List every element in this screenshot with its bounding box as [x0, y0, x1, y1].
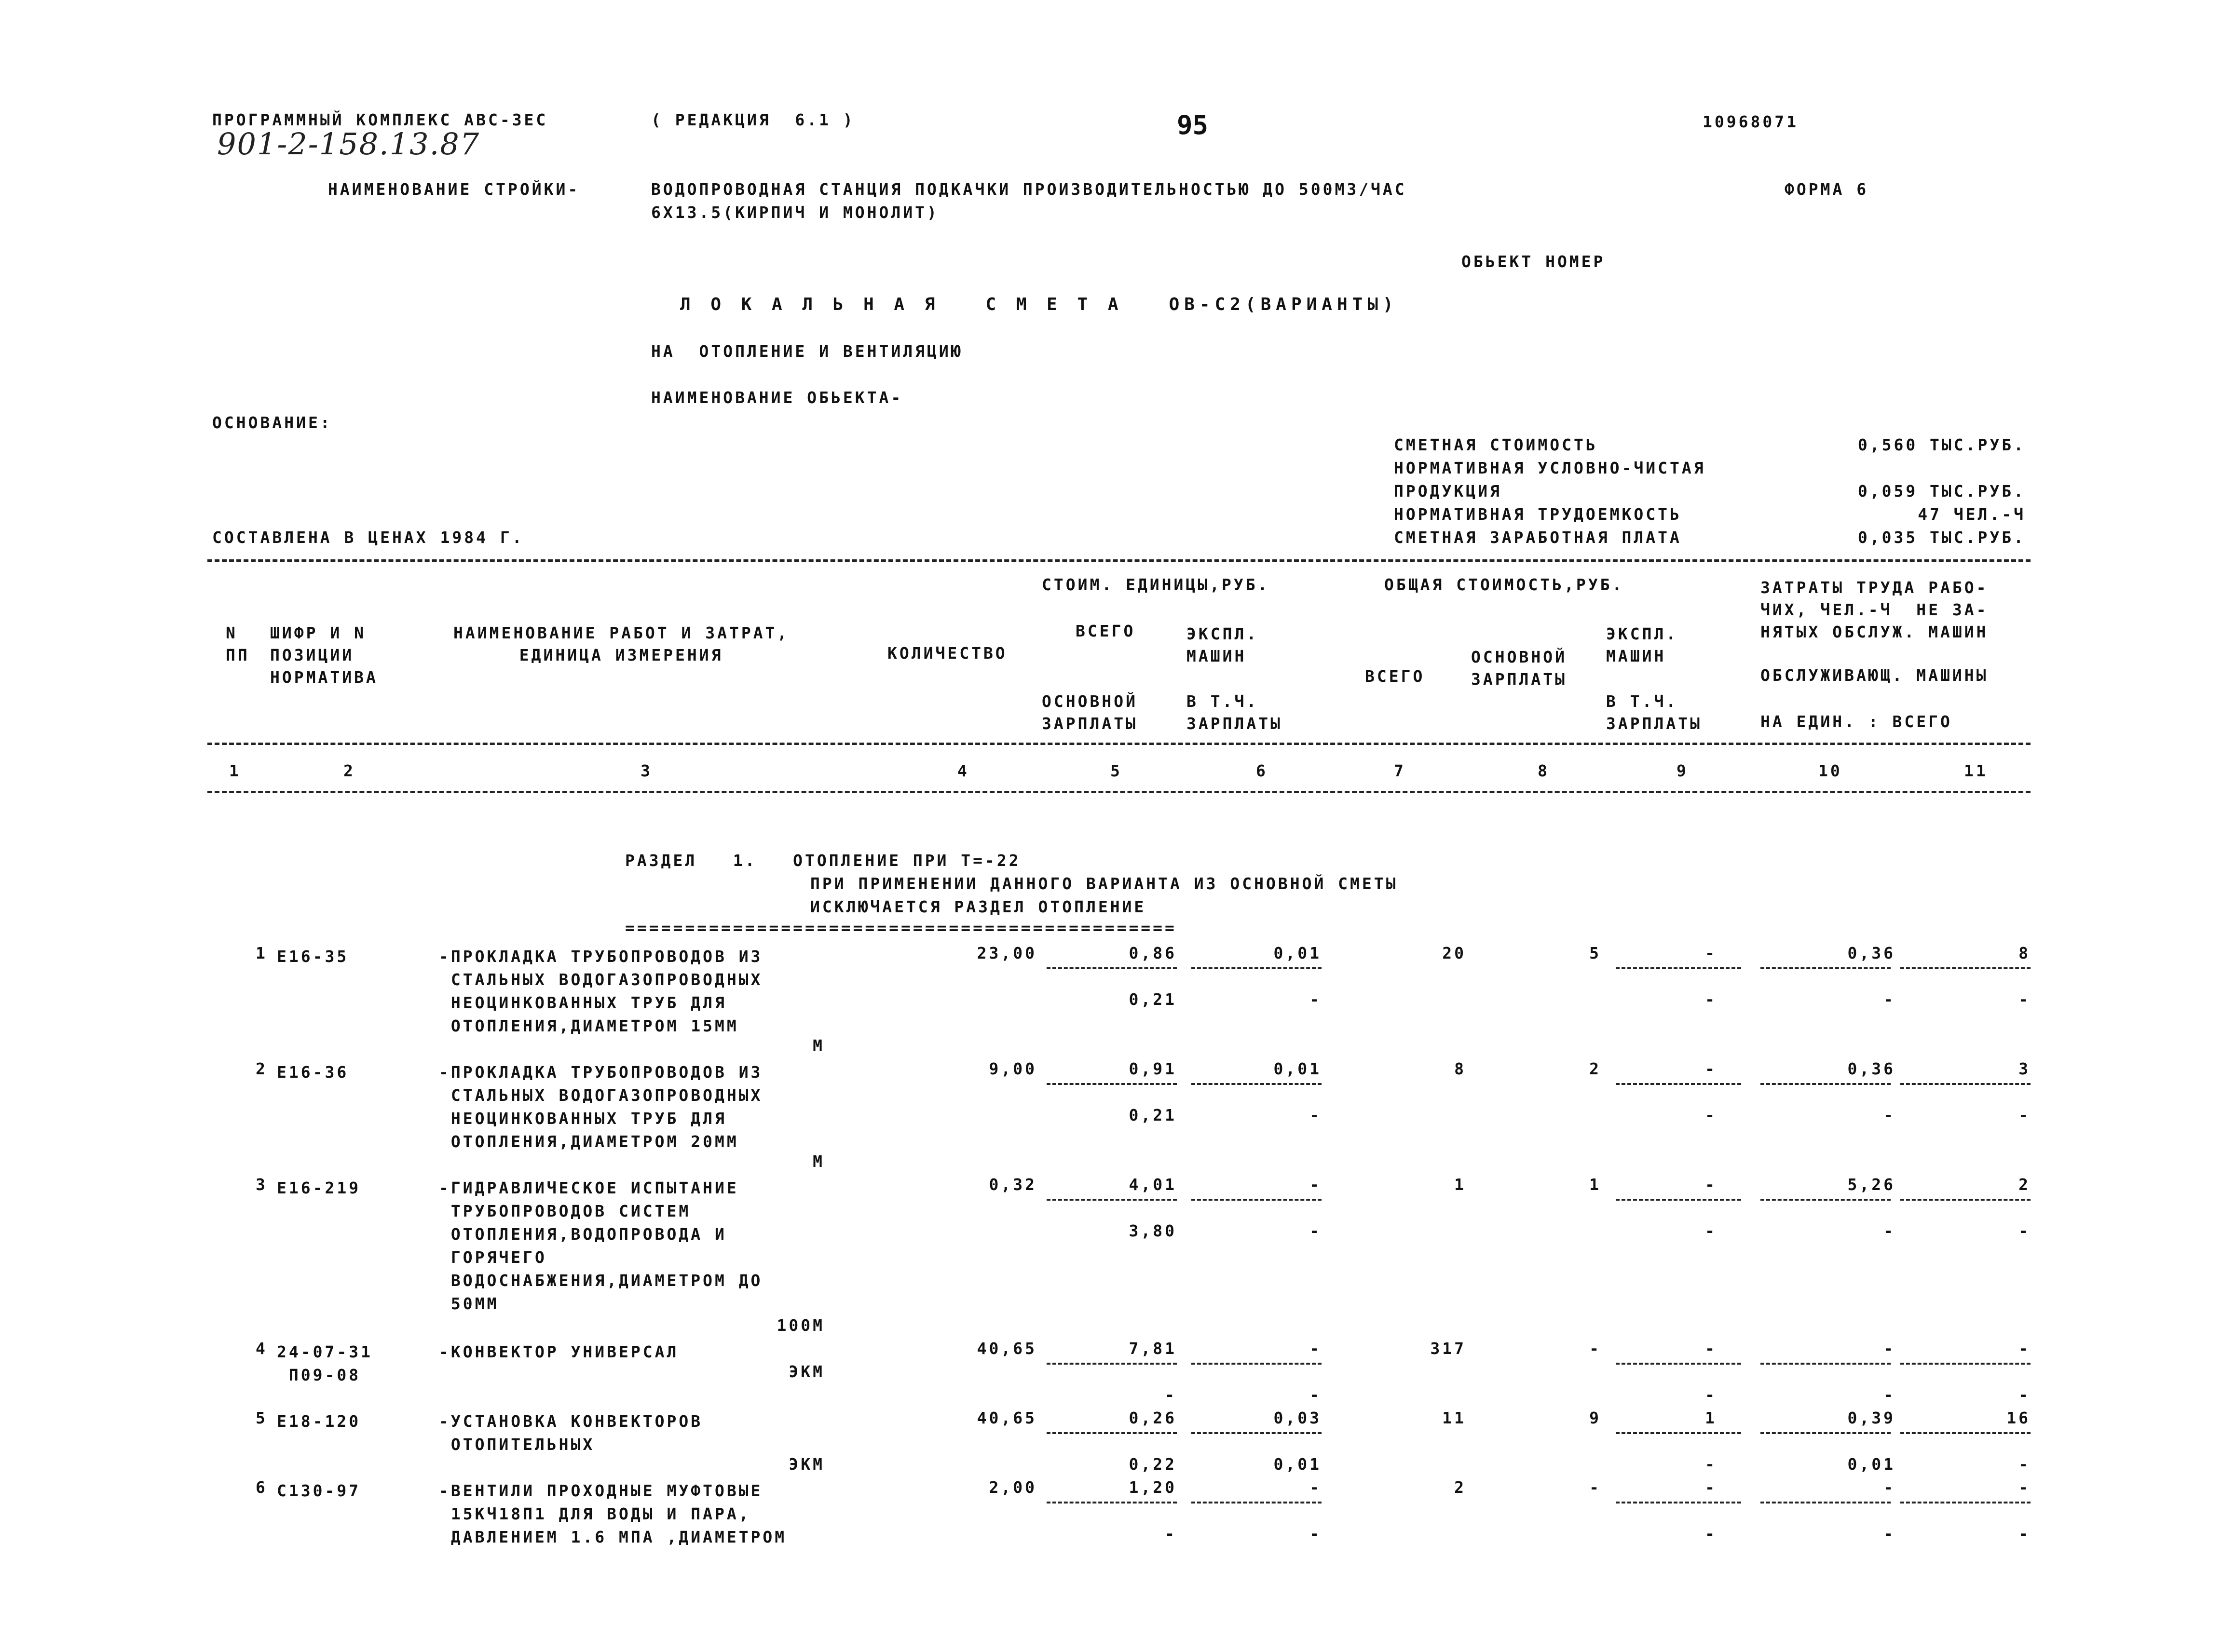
- row-labor-unit: 5,26: [1847, 1175, 1895, 1194]
- section-note: ПРИ ПРИМЕНЕНИИ ДАННОГО ВАРИАНТА ИЗ ОСНОВНОЙ СМЕТЫ: [810, 874, 1398, 893]
- row-total-mach: -: [1705, 1175, 1717, 1194]
- summary-value: 0,059 ТЫС.РУБ.: [1857, 482, 2026, 501]
- row-unit-total: 0,86: [1129, 944, 1177, 962]
- row-unit-mach-wage: -: [1309, 1385, 1322, 1404]
- sub-rule: [1760, 1083, 1891, 1085]
- sub-rule: [1616, 1083, 1741, 1085]
- header-unit-mach: ЭКСПЛ. МАШИН: [1186, 624, 1259, 665]
- header-labor: ЗАТРАТЫ ТРУДА РАБО- ЧИХ, ЧЕЛ.-Ч НЕ ЗА- НЯТЫХ ОБСЛУЖ. МАШИН: [1760, 578, 1989, 641]
- prices-basis: СОСТАВЛЕНА В ЦЕНАХ 1984 Г.: [212, 528, 524, 547]
- row-number: 4: [256, 1339, 268, 1358]
- sub-rule: [1047, 1199, 1177, 1201]
- row-total-mach: -: [1705, 1339, 1717, 1358]
- column-number: 10: [1818, 761, 1842, 780]
- section-title: РАЗДЕЛ 1. ОТОПЛЕНИЕ ПРИ Т=-22: [625, 851, 1021, 870]
- row-labor-mach-total: -: [2018, 1455, 2031, 1474]
- row-unit-total: 1,20: [1129, 1478, 1177, 1497]
- sub-rule: [1616, 1363, 1741, 1365]
- sub-rule: [1900, 1199, 2031, 1201]
- sub-rule: [1191, 1502, 1322, 1503]
- row-labor-unit: 0,36: [1847, 1059, 1895, 1078]
- row-labor-unit: -: [1883, 1478, 1895, 1497]
- row-labor-total: -: [2018, 1339, 2031, 1358]
- row-unit-mach-wage: 0,01: [1273, 1455, 1322, 1474]
- sub-rule: [1191, 967, 1322, 969]
- row-number: 2: [256, 1059, 268, 1078]
- row-total-all: 11: [1442, 1408, 1466, 1427]
- header-rule: [207, 743, 2031, 745]
- row-name: -УСТАНОВКА КОНВЕКТОРОВ ОТОПИТЕЛЬНЫХ: [439, 1412, 703, 1454]
- row-qty: 40,65: [977, 1408, 1037, 1427]
- row-unit-wage: -: [1165, 1385, 1177, 1404]
- column-number: 6: [1256, 761, 1268, 780]
- row-total-all: 8: [1454, 1059, 1466, 1078]
- sub-rule: [1616, 967, 1741, 969]
- row-total-wage: 2: [1589, 1059, 1601, 1078]
- row-unit-wage: 0,22: [1129, 1455, 1177, 1474]
- row-unit-mach: -: [1309, 1339, 1322, 1358]
- row-labor-total: 16: [2006, 1408, 2031, 1427]
- header-unit-cost: СТОИМ. ЕДИНИЦЫ,РУБ.: [1042, 575, 1270, 594]
- row-unit-mach-wage: -: [1309, 990, 1322, 1009]
- row-unit: ЭКМ: [789, 1455, 825, 1474]
- program-name: ПРОГРАММНЫЙ КОМПЛЕКС АВС-3ЕС: [212, 110, 548, 129]
- sub-rule: [1616, 1502, 1741, 1503]
- row-unit-mach: -: [1309, 1175, 1322, 1194]
- row-number: 6: [256, 1478, 268, 1497]
- row-labor-unit: 0,39: [1847, 1408, 1895, 1427]
- header-labor-mach: ОБСЛУЖИВАЮЩ. МАШИНЫ: [1760, 666, 1989, 685]
- row-qty: 2,00: [989, 1478, 1037, 1497]
- row-unit-mach-wage: -: [1309, 1221, 1322, 1240]
- header-total-wage: ОСНОВНОЙ ЗАРПЛАТЫ: [1471, 648, 1567, 689]
- row-labor-mach-unit: 0,01: [1847, 1455, 1895, 1474]
- row-unit-total: 0,26: [1129, 1408, 1177, 1427]
- row-name: -ПРОКЛАДКА ТРУБОПРОВОДОВ ИЗ СТАЛЬНЫХ ВОДОГАЗОПРОВОДНЫХ НЕОЦИНКОВАННЫХ ТРУБ ДЛЯ ОТОПЛЕНИЯ,ДИАМЕТРОМ 15ММ: [439, 947, 763, 1035]
- row-unit-mach-wage: -: [1309, 1524, 1322, 1543]
- line-name-label: НАИМЕНОВАНИЕ СТРОЙКИ-: [328, 180, 580, 199]
- row-total-mach-wage: -: [1705, 1455, 1717, 1474]
- column-number: 11: [1964, 761, 1988, 780]
- header-unit-total: ВСЕГО: [1076, 622, 1136, 640]
- row-labor-total: 2: [2018, 1175, 2031, 1194]
- row-number: 1: [256, 944, 268, 962]
- row-name: -ПРОКЛАДКА ТРУБОПРОВОДОВ ИЗ СТАЛЬНЫХ ВОДОГАЗОПРОВОДНЫХ НЕОЦИНКОВАННЫХ ТРУБ ДЛЯ ОТОПЛЕНИЯ,ДИАМЕТРОМ 20ММ: [439, 1063, 763, 1151]
- summary-label: СМЕТНАЯ СТОИМОСТЬ: [1394, 435, 1598, 454]
- header-total-all: ВСЕГО: [1365, 667, 1425, 686]
- row-total-mach: -: [1705, 1478, 1717, 1497]
- line-name-1: ВОДОПРОВОДНАЯ СТАНЦИЯ ПОДКАЧКИ ПРОИЗВОДИТЕЛЬНОСТЬЮ ДО 500М3/ЧАС: [651, 180, 1407, 199]
- row-total-all: 2: [1454, 1478, 1466, 1497]
- row-labor-total: 3: [2018, 1059, 2031, 1078]
- basis-label: ОСНОВАНИЕ:: [212, 413, 332, 432]
- sub-rule: [1760, 1502, 1891, 1503]
- summary-value: 0,035 ТЫС.РУБ.: [1857, 528, 2026, 547]
- row-unit: М: [813, 1152, 825, 1171]
- row-unit-mach: -: [1309, 1478, 1322, 1497]
- sub-rule: [1900, 967, 2031, 969]
- row-labor-mach-total: -: [2018, 990, 2031, 1009]
- row-total-mach: 1: [1705, 1408, 1717, 1427]
- page-number: 95: [1177, 110, 1209, 140]
- sub-rule: [1191, 1432, 1322, 1434]
- sub-rule: [1191, 1363, 1322, 1365]
- row-unit-mach: 0,01: [1273, 1059, 1322, 1078]
- handwritten-code: 901-2-158.13.87: [217, 126, 480, 162]
- sub-rule: [1616, 1199, 1741, 1201]
- column-number: 7: [1394, 761, 1406, 780]
- row-labor-mach-unit: -: [1883, 1221, 1895, 1240]
- sub-rule: [1760, 1363, 1891, 1365]
- column-number: 2: [343, 761, 355, 780]
- row-unit-mach: 0,03: [1273, 1408, 1322, 1427]
- row-total-wage: 5: [1589, 944, 1601, 962]
- line-name-2: 6Х13.5(КИРПИЧ И МОНОЛИТ): [651, 203, 939, 222]
- row-labor-unit: -: [1883, 1339, 1895, 1358]
- row-total-wage: -: [1589, 1478, 1601, 1497]
- summary-label: НОРМАТИВНАЯ ТРУДОЕМКОСТЬ: [1394, 505, 1682, 524]
- sub-rule: [1191, 1199, 1322, 1201]
- header-unit-wage: ОСНОВНОЙ ЗАРПЛАТЫ: [1042, 692, 1138, 733]
- page-title: Л О К А Л Ь Н А Я С М Е Т А ОВ-С2(ВАРИАНТЫ): [680, 295, 1398, 314]
- section-note: ИСКЛЮЧАЕТСЯ РАЗДЕЛ ОТОПЛЕНИЕ: [810, 897, 1146, 916]
- form-number: ФОРМА 6: [1785, 180, 1869, 199]
- sub-rule: [1616, 1432, 1741, 1434]
- header-unit-mach-wage: В Т.Ч. ЗАРПЛАТЫ: [1186, 692, 1282, 733]
- row-number: 5: [256, 1408, 268, 1427]
- row-labor-unit: 0,36: [1847, 944, 1895, 962]
- header-qty: КОЛИЧЕСТВО: [887, 644, 1008, 663]
- header-total-mach: ЭКСПЛ. МАШИН: [1606, 624, 1678, 665]
- summary-label: НОРМАТИВНАЯ УСЛОВНО-ЧИСТАЯ: [1394, 459, 1706, 477]
- row-code: 24-07-31 П09-08: [277, 1342, 373, 1384]
- section-underline: ==============================================: [625, 919, 1177, 937]
- sub-rule: [1900, 1363, 2031, 1365]
- row-code: Е16-36: [277, 1063, 349, 1082]
- row-code: Е16-219: [277, 1178, 361, 1197]
- summary-label: СМЕТНАЯ ЗАРАБОТНАЯ ПЛАТА: [1394, 528, 1682, 547]
- row-total-all: 1: [1454, 1175, 1466, 1194]
- header-total-mach-wage: В Т.Ч. ЗАРПЛАТЫ: [1606, 692, 1702, 733]
- summary-label: ПРОДУКЦИЯ: [1394, 482, 1502, 501]
- header-rule: [207, 791, 2031, 793]
- row-total-mach-wage: -: [1705, 990, 1717, 1009]
- row-qty: 9,00: [989, 1059, 1037, 1078]
- header-labor-unit: НА ЕДИН. : ВСЕГО: [1760, 712, 1952, 731]
- row-qty: 40,65: [977, 1339, 1037, 1358]
- row-qty: 23,00: [977, 944, 1037, 962]
- row-total-wage: 1: [1589, 1175, 1601, 1194]
- row-unit: 100М: [777, 1316, 825, 1335]
- row-labor-mach-unit: -: [1883, 1524, 1895, 1543]
- row-qty: 0,32: [989, 1175, 1037, 1194]
- row-number: 3: [256, 1175, 268, 1194]
- sub-rule: [1191, 1083, 1322, 1085]
- row-unit-total: 4,01: [1129, 1175, 1177, 1194]
- row-unit: М: [813, 1036, 825, 1055]
- row-unit-wage: 0,21: [1129, 1106, 1177, 1124]
- column-number: 8: [1538, 761, 1550, 780]
- row-total-wage: 9: [1589, 1408, 1601, 1427]
- row-total-wage: -: [1589, 1339, 1601, 1358]
- sub-rule: [1047, 1083, 1177, 1085]
- row-labor-mach-total: -: [2018, 1106, 2031, 1124]
- row-labor-mach-total: -: [2018, 1524, 2031, 1543]
- row-name: -КОНВЕКТОР УНИВЕРСАЛ: [439, 1342, 679, 1361]
- row-unit-mach: 0,01: [1273, 944, 1322, 962]
- row-labor-total: 8: [2018, 944, 2031, 962]
- header-code: ШИФР И N ПОЗИЦИИ НОРМАТИВА: [270, 623, 378, 687]
- sub-rule: [1900, 1083, 2031, 1085]
- row-code: Е18-120: [277, 1412, 361, 1431]
- row-code: Е16-35: [277, 947, 349, 966]
- row-unit-mach-wage: -: [1309, 1106, 1322, 1124]
- row-unit-total: 7,81: [1129, 1339, 1177, 1358]
- row-unit: ЭКМ: [789, 1362, 825, 1381]
- row-code: С130-97: [277, 1481, 361, 1500]
- column-number: 4: [957, 761, 969, 780]
- sub-rule: [1047, 1363, 1177, 1365]
- sub-rule: [1760, 1199, 1891, 1201]
- row-total-all: 20: [1442, 944, 1466, 962]
- summary-value: 47 ЧЕЛ.-Ч: [1918, 505, 2026, 524]
- row-total-mach-wage: -: [1705, 1106, 1717, 1124]
- document-code: 10968071: [1703, 112, 1799, 131]
- row-labor-mach-total: -: [2018, 1385, 2031, 1404]
- sub-rule: [1900, 1432, 2031, 1434]
- summary-value: 0,560 ТЫС.РУБ.: [1857, 435, 2026, 454]
- row-unit-total: 0,91: [1129, 1059, 1177, 1078]
- row-total-mach-wage: -: [1705, 1385, 1717, 1404]
- column-number: 3: [641, 761, 653, 780]
- row-unit-wage: 0,21: [1129, 990, 1177, 1009]
- row-labor-mach-unit: -: [1883, 990, 1895, 1009]
- edition: ( РЕДАКЦИЯ 6.1 ): [651, 110, 855, 129]
- sub-rule: [1047, 1432, 1177, 1434]
- row-labor-mach-unit: -: [1883, 1385, 1895, 1404]
- object-number: ОБЬЕКТ НОМЕР: [1461, 252, 1606, 271]
- column-number: 9: [1677, 761, 1689, 780]
- row-total-mach-wage: -: [1705, 1524, 1717, 1543]
- page-subtitle: НА ОТОПЛЕНИЕ И ВЕНТИЛЯЦИЮ: [651, 342, 963, 361]
- sub-rule: [1760, 967, 1891, 969]
- object-name-label: НАИМЕНОВАНИЕ ОБЬЕКТА-: [651, 388, 903, 407]
- row-total-mach-wage: -: [1705, 1221, 1717, 1240]
- row-labor-total: -: [2018, 1478, 2031, 1497]
- sub-rule: [1760, 1432, 1891, 1434]
- row-unit-wage: -: [1165, 1524, 1177, 1543]
- sub-rule: [1047, 1502, 1177, 1503]
- sub-rule: [1900, 1502, 2031, 1503]
- row-labor-mach-total: -: [2018, 1221, 2031, 1240]
- row-name: -ВЕНТИЛИ ПРОХОДНЫЕ МУФТОВЫЕ 15КЧ18П1 ДЛЯ ВОДЫ И ПАРА, ДАВЛЕНИЕМ 1.6 МПА ,ДИАМЕТРОМ: [439, 1481, 787, 1546]
- header-total-cost: ОБЩАЯ СТОИМОСТЬ,РУБ.: [1384, 575, 1624, 594]
- row-name: -ГИДРАВЛИЧЕСКОЕ ИСПЫТАНИЕ ТРУБОПРОВОДОВ СИСТЕМ ОТОПЛЕНИЯ,ВОДОПРОВОДА И ГОРЯЧЕГО ВОДОСНАБЖЕНИЯ,ДИАМЕТРОМ ДО 50ММ: [439, 1178, 763, 1313]
- row-total-all: 317: [1430, 1339, 1466, 1358]
- header-rule: [207, 559, 2031, 562]
- row-labor-mach-unit: -: [1883, 1106, 1895, 1124]
- sub-rule: [1047, 967, 1177, 969]
- column-number: 1: [229, 761, 241, 780]
- row-unit-wage: 3,80: [1129, 1221, 1177, 1240]
- header-name: НАИМЕНОВАНИЕ РАБОТ И ЗАТРАТ, ЕДИНИЦА ИЗМЕРЕНИЯ: [453, 623, 790, 664]
- header-n: N ПП: [226, 623, 250, 664]
- column-number: 5: [1110, 761, 1122, 780]
- row-total-mach: -: [1705, 1059, 1717, 1078]
- row-total-mach: -: [1705, 944, 1717, 962]
